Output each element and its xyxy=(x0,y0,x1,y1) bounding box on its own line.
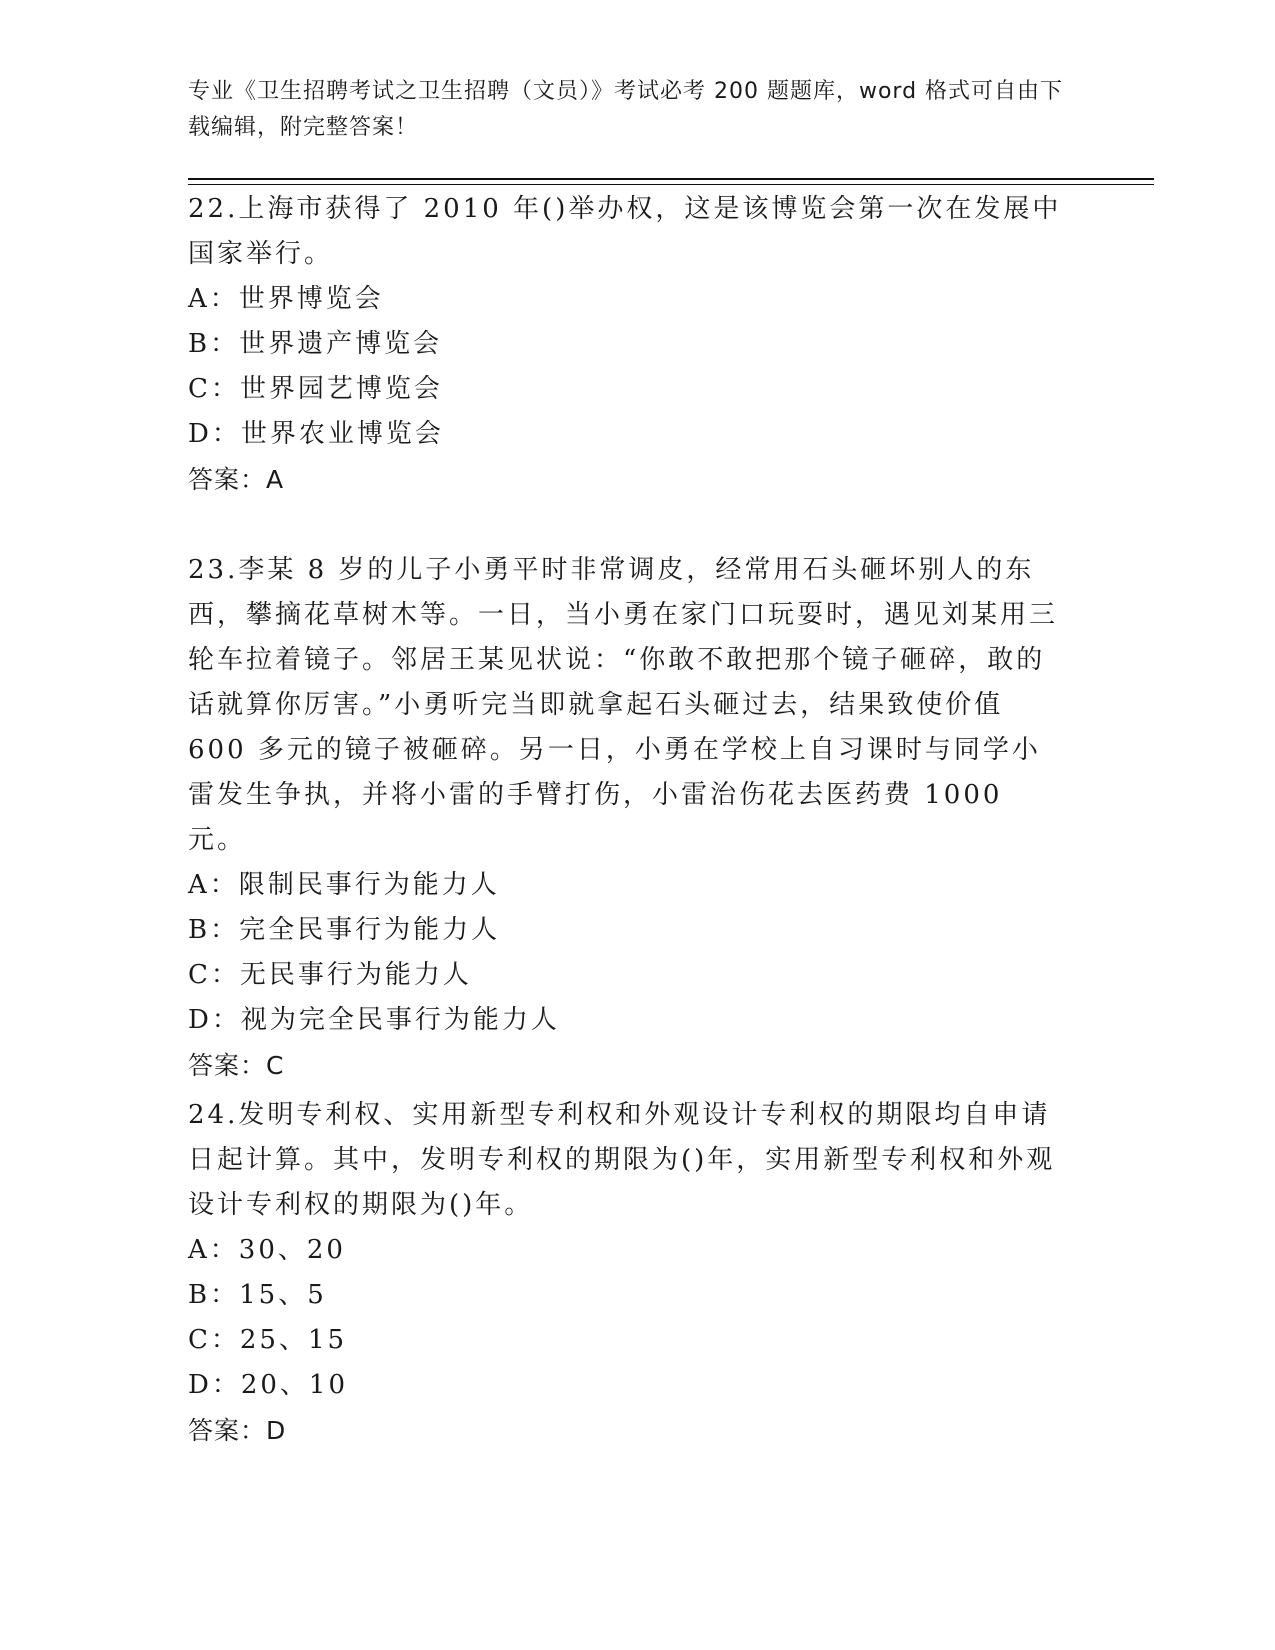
option-b: B：完全民事行为能力人 xyxy=(188,915,501,945)
option-d: D：20、10 xyxy=(188,1370,349,1400)
answer: 答案：C xyxy=(188,1051,285,1080)
question-stem: 22.上海市获得了 2010 年()举办权，这是该博览会第一次在发展中国家举行。 xyxy=(188,194,1062,269)
question-22 xyxy=(188,187,1068,502)
answer: 答案：A xyxy=(188,465,285,494)
option-c: C：25、15 xyxy=(188,1325,348,1355)
question-23 xyxy=(188,548,1068,1088)
option-c: C：无民事行为能力人 xyxy=(188,960,472,990)
option-d: D：视为完全民事行为能力人 xyxy=(188,1005,560,1035)
option-c: C：世界园艺博览会 xyxy=(188,374,443,404)
answer: 答案：D xyxy=(188,1416,287,1445)
question-stem: 23.李某 8 岁的儿子小勇平时非常调皮，经常用石头砸坏别人的东西，攀摘花草树木等。一日，当小勇在家门口玩耍时，遇见刘某用三轮车拉着镜子。邻居王某见状说：“你敢不敢把那个镜子砸碎，敢的话就算你厉害。”小勇听完当即就拿起石头砸过去，结果致使价值 600 多元的镜子被砸碎。另一日，小勇在学校上自习课时与同学小雷发生争执，并将小雷的手臂打伤，小雷治伤花去医药费 1000 元。 xyxy=(188,555,1059,855)
header-divider-thin xyxy=(188,184,1154,185)
header-divider-thick xyxy=(188,178,1154,180)
option-a: A：30、20 xyxy=(188,1235,346,1265)
option-b: B：世界遗产博览会 xyxy=(188,329,443,359)
document-header: 专业《卫生招聘考试之卫生招聘（文员）》考试必考 200 题题库，word 格式可自由下载编辑，附完整答案！ xyxy=(188,79,1064,140)
question-stem: 24.发明专利权、实用新型专利权和外观设计专利权的期限均自申请日起计算。其中，发明专利权的期限为()年，实用新型专利权和外观设计专利权的期限为()年。 xyxy=(188,1100,1056,1220)
option-b: B：15、5 xyxy=(188,1280,327,1310)
option-a: A：世界博览会 xyxy=(188,284,384,314)
question-24 xyxy=(188,1093,1068,1453)
option-a: A：限制民事行为能力人 xyxy=(188,870,500,900)
option-d: D：世界农业博览会 xyxy=(188,419,444,449)
